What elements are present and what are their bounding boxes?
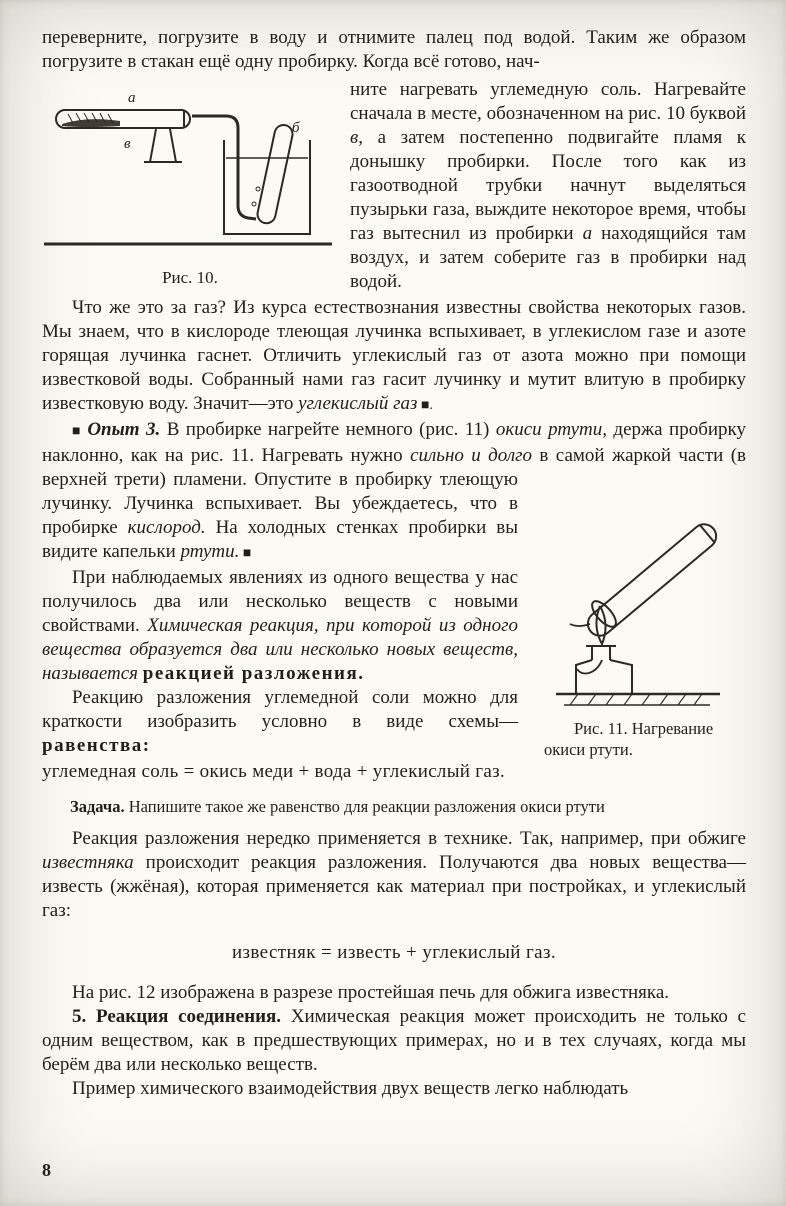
emphasis-strong-long: сильно и долго: [410, 445, 533, 466]
text-run: На холодных стенках пробирки вы видите капельки: [42, 517, 518, 562]
figure-11: [534, 472, 746, 760]
text-run: происходит реакция разложения. Получаются два новых вещества—известь (жжёная), которая применяется как материал при постройках, и углекислый газ:: [42, 852, 746, 921]
text-run: в самой жаркой части (в верхней трети) пламени. Опустите в: [42, 445, 746, 490]
term-equality: равенства:: [42, 735, 151, 756]
text-run: переверните, погрузите в воду и отнимите палец под водой. Таким же образом погрузите в стакан ещё одну пробирку. Когда всё готово, нач-: [42, 27, 746, 72]
definition-italic: Химическая реакция, при которой из одного вещества образуется два или несколько новых веществ, называется: [42, 615, 518, 684]
term-mercury-oxide: окиси ртути,: [495, 419, 607, 440]
experiment-end-marker: ■: [239, 546, 252, 561]
figure-11-drawing: [542, 472, 742, 710]
page-number: 8: [42, 1160, 51, 1180]
term-limestone: известняка: [42, 852, 134, 873]
experiment-start-marker: ■: [72, 424, 88, 439]
experiment-3-title: Опыт 3.: [87, 419, 161, 440]
label-a: а: [128, 90, 136, 106]
figure-10-labels: [124, 90, 300, 152]
text-run: Реакцию разложения углемедной соли можно для краткости изобразить условно в виде схемы—: [42, 687, 518, 732]
text-run: держа пробирку наклонно, как на рис. 11. Нагревать нужно: [42, 419, 746, 466]
paragraph-continuation-top: [42, 26, 746, 74]
term-mercury: ртути.: [180, 541, 240, 562]
equation-copper-salt: углемедная соль = окись меди + вода + углекислый газ.: [42, 761, 505, 782]
paragraph-limestone: [42, 827, 746, 923]
paragraph-fig12-ref: На рис. 12 изображена в разрезе простейшая печь для обжига известняка.: [72, 982, 670, 1003]
experiment-end-marker: ■.: [417, 398, 433, 413]
label-b: б: [292, 120, 300, 136]
equation-limestone: известняк = известь + углекислый газ.: [231, 942, 557, 963]
figure-10: [42, 78, 338, 294]
text-run: пробирку тлеющую лучинку. Лучинка вспыхивает. Вы убеждаетесь, что в пробирке: [42, 469, 518, 538]
task-label: Задача.: [70, 797, 125, 816]
text-run: находящийся там воздух, и затем соберите газ в пробирки над водой.: [350, 223, 746, 292]
letter-v-ref: в: [350, 127, 359, 148]
text-run: Реакция разложения нередко применяется в технике. Так, например, при обжиге: [72, 828, 746, 849]
label-v: в: [124, 136, 131, 152]
paragraph-example-intro: Пример химического взаимодействия двух веществ легко наблюдать: [72, 1078, 629, 1099]
text-run: Что же это за газ? Из курса естествознания известны свойства некоторых газов. Мы знаем, что в кислороде тлеющая лучинка вспыхивает, в углекислом газе и азоте горящая лучинка гаснет. Отличить углекислый газ от азота можно при помощи известковой воды. Собранный нами газ гасит лучинку и мутит влитую в пробирку известковую воду. Значит—это: [42, 297, 746, 414]
term-decomposition-reaction: реакцией разложения.: [142, 663, 365, 684]
section-5-heading: 5. Реакция соединения.: [72, 1006, 282, 1027]
paragraph-combination-reaction: [42, 1005, 746, 1077]
task-paragraph: [42, 796, 746, 817]
term-oxygen: кислород.: [127, 517, 206, 538]
text-run: Напишите такое же равенство для реакции разложения окиси ртути: [124, 797, 605, 816]
term-co2: углекислый газ: [298, 393, 418, 414]
text-run: ните нагревать углемедную соль. Нагревайте сначала в месте, обозначенном на рис. 10 буквой: [350, 79, 746, 124]
text-run: При наблюдаемых явлениях из одного вещества у нас получилось два или несколько веществ с новыми свойствами.: [42, 567, 518, 636]
letter-a-ref: а: [582, 223, 593, 244]
apparatus-lines: [44, 110, 332, 244]
figure-10-drawing: [42, 84, 334, 262]
text-run: В пробирке нагрейте немного (рис. 11): [160, 419, 496, 440]
figure-10-row: [42, 78, 746, 294]
figure-11-caption: Рис. 11. Нагревание окиси ртути.: [544, 719, 714, 759]
text-run: , а затем постепенно подвигайте пламя к донышку пробирки. После того как из газоотводной трубки начнут выделяться пузырьки газа, выждите некоторое время, чтобы газ вытеснил из пробирки: [350, 127, 746, 244]
text-run: Химическая реакция может происходить не только с одним веществом, как в предшествующих примерах, но и в тех случаях, когда мы берём два или несколько веществ.: [42, 1006, 746, 1075]
figure-10-caption: Рис. 10.: [162, 268, 218, 287]
apparatus-lines: [556, 519, 721, 705]
paragraph-continuation-wrap: [350, 78, 746, 294]
paragraph-what-gas: [42, 296, 746, 418]
